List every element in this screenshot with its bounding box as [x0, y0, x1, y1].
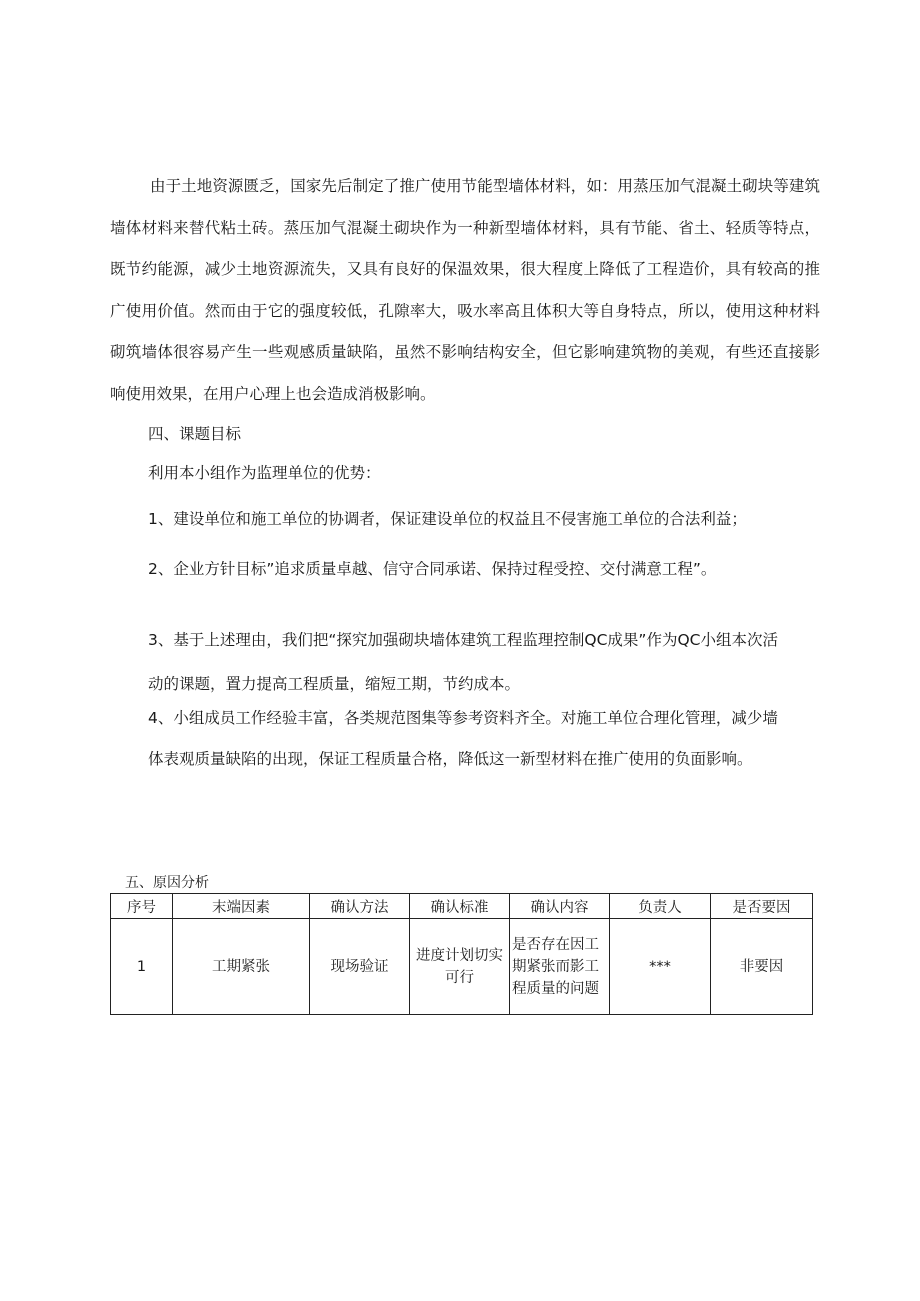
- goal-item-4: 4、小组成员工作经验丰富，各类规范图集等参考资料齐全。对施工单位合理化管理，减少墙体表观质量缺陷的出现，保证工程质量合格，降低这一新型材料在推广使用的负面影响。: [148, 709, 778, 768]
- table-row: [111, 919, 813, 1015]
- cell-is-main-cause: 非要因: [711, 919, 813, 1015]
- header-is-main-cause: 是否要因: [711, 894, 813, 919]
- header-confirm-standard: 确认标准: [410, 894, 510, 919]
- intro-paragraph: 由于土地资源匮乏，国家先后制定了推广使用节能型墙体材料，如：用蒸压加气混凝土砌块等建筑墙体材料来替代粘土砖。蒸压加气混凝土砌块作为一种新型墙体材料，具有节能、省土、轻质等特点，既节约能源，减少土地资源流失，又具有良好的保温效果，很大程度上降低了工程造价，具有较高的推广使用价值。然而由于它的强度较低，孔隙率大，吸水率高且体积大等自身特点，所以，使用这种材料砌筑墙体很容易产生一些观感质量缺陷，虽然不影响结构安全，但它影响建筑物的美观，有些还直接影响使用效果，在用户心理上也会造成消极影响。: [110, 177, 820, 403]
- header-index: 序号: [111, 894, 173, 919]
- goal-item-2: 2、企业方针目标”追求质量卓越、信守合同承诺、保持过程受控、交付满意工程”。: [148, 560, 717, 578]
- goal-item-1: 1、建设单位和施工单位的协调者，保证建设单位的权益且不侵害施工单位的合法利益；: [148, 510, 747, 528]
- cause-analysis-table: [110, 893, 813, 1015]
- goal-item-3: 3、基于上述理由，我们把“探究加强砌块墙体建筑工程监理控制QC成果”作为QC小组本次活动的课题，置力提高工程质量，缩短工期，节约成本。: [148, 631, 778, 693]
- section-5-heading: 五、原因分析: [125, 875, 209, 891]
- header-responsible: 负责人: [610, 894, 711, 919]
- cell-index: 1: [111, 919, 173, 1015]
- table-header-row: [111, 894, 813, 919]
- cell-end-factor: 工期紧张: [173, 919, 310, 1015]
- header-end-factor: 末端因素: [173, 894, 310, 919]
- header-confirm-content: 确认内容: [510, 894, 610, 919]
- section-4-heading: 四、课题目标: [148, 425, 242, 443]
- cell-confirm-standard: 进度计划切实可行: [410, 919, 510, 1015]
- section-4-lead: 利用本小组作为监理单位的优势：: [148, 464, 381, 482]
- cell-responsible: ***: [610, 919, 711, 1015]
- cell-confirm-content: 是否存在因工期紧张而影工程质量的问题: [510, 919, 610, 1015]
- header-confirm-method: 确认方法: [310, 894, 410, 919]
- cell-confirm-method: 现场验证: [310, 919, 410, 1015]
